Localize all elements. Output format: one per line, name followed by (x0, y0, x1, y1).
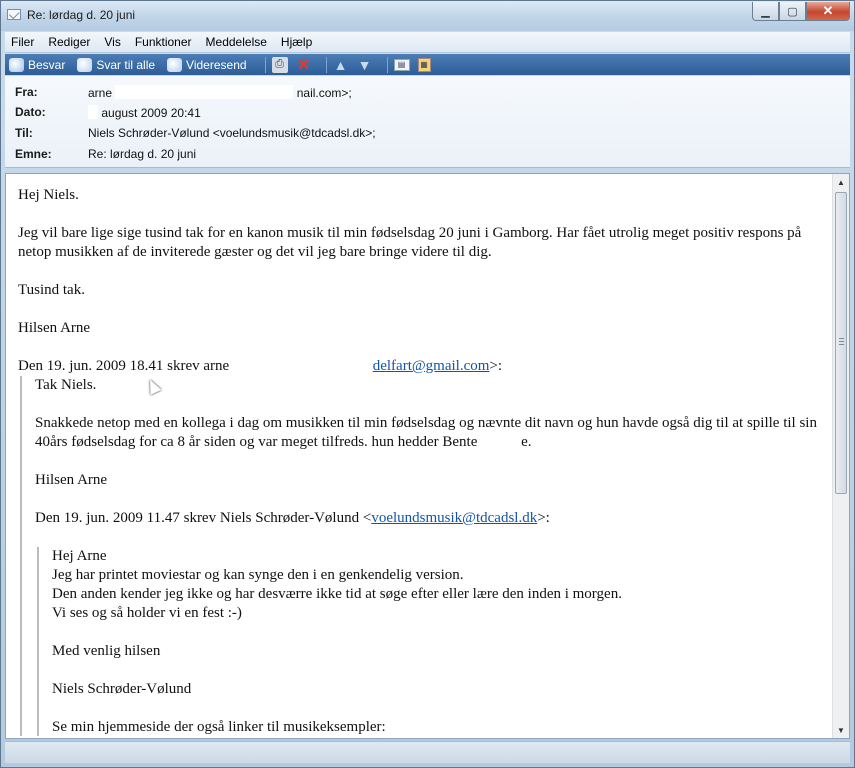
quote-intro: Den 19. jun. 2009 11.47 skrev Niels Schrøder-Vølund <voelundsmusik@tdcadsl.dk>: (35, 510, 550, 526)
maximize-icon: ▢ (787, 5, 798, 18)
vertical-scrollbar[interactable] (832, 174, 849, 738)
window-title: Re: lørdag d. 20 juni (27, 8, 136, 22)
title-bar[interactable] (1, 1, 854, 31)
from-label: Fra: (15, 85, 38, 99)
subject-row (15, 147, 196, 161)
quote-line: Den anden kender jeg ikke og har desværre ikke tid at søge efter eller lære den inden i morgen. (52, 586, 622, 602)
toolbar (5, 54, 850, 75)
date-label: Dato: (15, 105, 46, 119)
toolbar-separator (265, 57, 266, 73)
redacted-block (88, 105, 98, 119)
quote-line: Med venlig hilsen (52, 643, 161, 659)
forward-label: Videresend (186, 57, 247, 72)
to-value[interactable]: Niels Schrøder-Vølund <voelundsmusik@tdcadsl.dk>; (88, 126, 376, 140)
envelope-icon (7, 9, 21, 20)
quote-line: Se min hjemmeside der også linker til musikeksempler: (52, 719, 386, 735)
from-row (15, 85, 352, 100)
thanks-line: Tusind tak. (18, 282, 85, 298)
address-book-icon[interactable]: ▦ (418, 58, 431, 72)
close-button[interactable] (806, 2, 850, 21)
menu-help[interactable]: Hjælp (280, 35, 313, 49)
toolbar-separator (387, 57, 388, 73)
body-paragraph: Jeg vil bare lige sige tusind tak for en kanon musik til min fødselsdag 20 juni i Gamborg. Har fået utrolig meget positiv respons på netop musikken af de inviterede gæster og det vil jeg bare bringe videre til dig. (18, 225, 802, 260)
message-header (5, 76, 850, 168)
from-value[interactable]: arne nail.com>; (88, 86, 352, 100)
next-message-icon[interactable]: ▼ (357, 56, 372, 73)
reply-icon (9, 58, 24, 72)
menu-edit[interactable]: Rediger (48, 35, 91, 49)
to-label: Til: (15, 126, 33, 140)
to-row (15, 126, 376, 140)
forward-icon (167, 58, 182, 72)
reply-label: Besvar (28, 57, 66, 72)
redacted-block (233, 358, 319, 372)
quote-line: Jeg har printet moviestar og kan synge den i en genkendelig version. (52, 567, 464, 583)
quote-signoff: Hilsen Arne (35, 472, 108, 488)
quote-intro: Den 19. jun. 2009 18.41 skrev arne delfart@gmail.com>: (18, 358, 503, 374)
reply-all-button[interactable] (77, 58, 155, 72)
grip-icon (839, 338, 844, 345)
quote-line: Hej Arne (52, 548, 107, 564)
redacted-block (115, 85, 293, 99)
status-bar (5, 741, 850, 763)
scroll-down-icon[interactable]: ▼ (837, 725, 845, 735)
delete-icon[interactable]: ✕ (296, 56, 311, 74)
date-row (15, 105, 201, 120)
reply-all-icon (77, 58, 92, 72)
menu-bar (5, 32, 850, 53)
reply-all-label: Svar til alle (96, 57, 156, 72)
redacted-block (481, 434, 521, 448)
subject-value: Re: lørdag d. 20 juni (88, 147, 197, 161)
toolbar-separator (326, 57, 327, 73)
contacts-icon[interactable]: ▤ (394, 59, 410, 71)
menu-tools[interactable]: Funktioner (134, 35, 192, 49)
close-icon: ✕ (822, 3, 834, 18)
menu-view[interactable]: Vis (104, 35, 121, 49)
email-link[interactable]: voelundsmusik@tdcadsl.dk (371, 510, 538, 526)
email-link[interactable]: delfart@gmail.com (372, 358, 490, 374)
reply-button[interactable] (9, 58, 65, 72)
date-value: august 2009 20:41 (88, 105, 201, 120)
menu-file[interactable]: Filer (11, 35, 35, 49)
greeting: Hej Niels. (18, 187, 79, 203)
signoff: Hilsen Arne (18, 320, 91, 336)
quote-line: Niels Schrøder-Vølund (52, 681, 192, 697)
subject-label: Emne: (15, 147, 52, 161)
scroll-up-icon[interactable]: ▲ (837, 177, 845, 187)
menu-message[interactable]: Meddelelse (205, 35, 267, 49)
quote-block (20, 376, 823, 736)
message-content (18, 186, 823, 736)
forward-button[interactable] (167, 58, 247, 72)
print-icon[interactable]: ⎙ (272, 57, 288, 73)
previous-message-icon[interactable]: ▲ (333, 56, 348, 73)
quote-line: Tak Niels. (35, 377, 97, 393)
minimize-icon: ▁ (761, 5, 770, 18)
quote-block (37, 547, 823, 736)
maximize-button[interactable] (779, 2, 806, 21)
message-body[interactable] (5, 173, 850, 739)
minimize-button[interactable] (752, 2, 779, 21)
quote-paragraph: Snakkede netop med en kollega i dag om musikken til min fødselsdag og nævnte dit navn og hun havde også dig til at spille til sin 40års fødselsdag for ca 8 år siden og var meget tilfreds. hun hedder Bente e. (35, 415, 817, 450)
scroll-thumb[interactable] (835, 192, 847, 494)
caption-buttons (752, 2, 850, 21)
quote-line: Vi ses og så holder vi en fest :-) (52, 605, 242, 621)
